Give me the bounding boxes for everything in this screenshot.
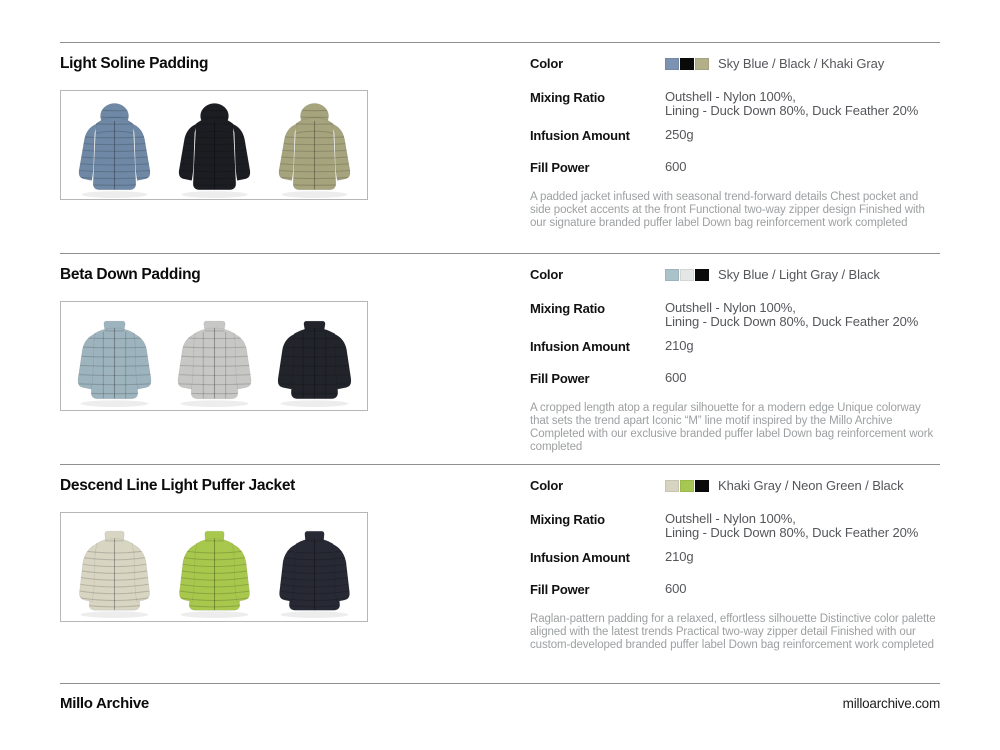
color-swatch [680,58,694,70]
mixing-ratio-label: Mixing Ratio [530,90,605,105]
jacket-image-khaki [66,519,163,621]
product-section-beta-down [60,254,940,465]
infusion-amount-value: 250g [665,127,694,142]
product-image [60,90,368,200]
color-swatch [680,480,694,492]
product-section-light-soline [60,43,940,254]
color-swatch [695,58,709,70]
product-title: Beta Down Padding [60,266,201,283]
color-label: Color [530,478,563,493]
brand-name: Millo Archive [60,695,149,712]
color-swatch [665,480,679,492]
jacket-image-black [266,308,363,410]
jacket-image-black [166,97,263,199]
infusion-amount-label: Infusion Amount [530,128,630,143]
jacket-image-sky-blue [66,308,163,410]
fill-power-label: Fill Power [530,371,590,386]
fill-power-value: 600 [665,370,687,385]
infusion-amount-label: Infusion Amount [530,550,630,565]
infusion-amount-value: 210g [665,338,694,353]
mixing-ratio-value: Outshell - Nylon 100%, Lining - Duck Down 80%, Duck Feather 20% [665,300,919,329]
jacket-image-neon-green [166,519,263,621]
color-label: Color [530,267,563,282]
fill-power-value: 600 [665,159,687,174]
color-swatch [695,480,709,492]
product-section-descend-line [60,465,940,684]
infusion-amount-value: 210g [665,549,694,564]
mixing-ratio-label: Mixing Ratio [530,512,605,527]
mixing-ratio-value: Outshell - Nylon 100%, Lining - Duck Down 80%, Duck Feather 20% [665,511,919,540]
jacket-image-light-gray [166,308,263,410]
product-title: Descend Line Light Puffer Jacket [60,477,296,494]
fill-power-label: Fill Power [530,582,590,597]
mixing-ratio-label: Mixing Ratio [530,301,605,316]
color-value: Sky Blue / Black / Khaki Gray [718,55,885,71]
mixing-ratio-value: Outshell - Nylon 100%, Lining - Duck Down 80%, Duck Feather 20% [665,89,919,118]
fill-power-label: Fill Power [530,160,590,175]
color-swatches [665,480,709,492]
color-swatch [665,269,679,281]
color-swatch [680,269,694,281]
jacket-image-black [266,519,363,621]
website-link[interactable]: milloarchive.com [842,696,940,711]
product-image [60,301,368,411]
product-image [60,512,368,622]
color-label: Color [530,56,563,71]
color-swatches [665,269,709,281]
color-value: Khaki Gray / Neon Green / Black [718,477,904,493]
product-title: Light Soline Padding [60,55,209,72]
page-footer [60,684,940,712]
product-description: A padded jacket infused with seasonal trend-forward details Chest pocket and side pocket accents at the front Functional two-way zipper design Finished with our signature branded puffer label Down bag reinforcement work completed [530,191,925,229]
product-description: Raglan-pattern padding for a relaxed, effortless silhouette Distinctive color palette aligned with the latest trends Practical two-way zipper detail Finished with our custom-developed branded puffer label Down bag reinforcement work completed [530,613,936,651]
color-value: Sky Blue / Light Gray / Black [718,266,880,282]
jacket-image-khaki [266,97,363,199]
jacket-image-sky-blue [66,97,163,199]
color-swatches [665,58,709,70]
color-swatch [665,58,679,70]
fill-power-value: 600 [665,581,687,596]
infusion-amount-label: Infusion Amount [530,339,630,354]
product-description: A cropped length atop a regular silhouette for a modern edge Unique colorway that sets the trend apart Iconic “M” line motif inspired by the Millo Archive Completed with our exclusive branded puffer label Down bag reinforcement work completed [530,402,934,453]
color-swatch [695,269,709,281]
